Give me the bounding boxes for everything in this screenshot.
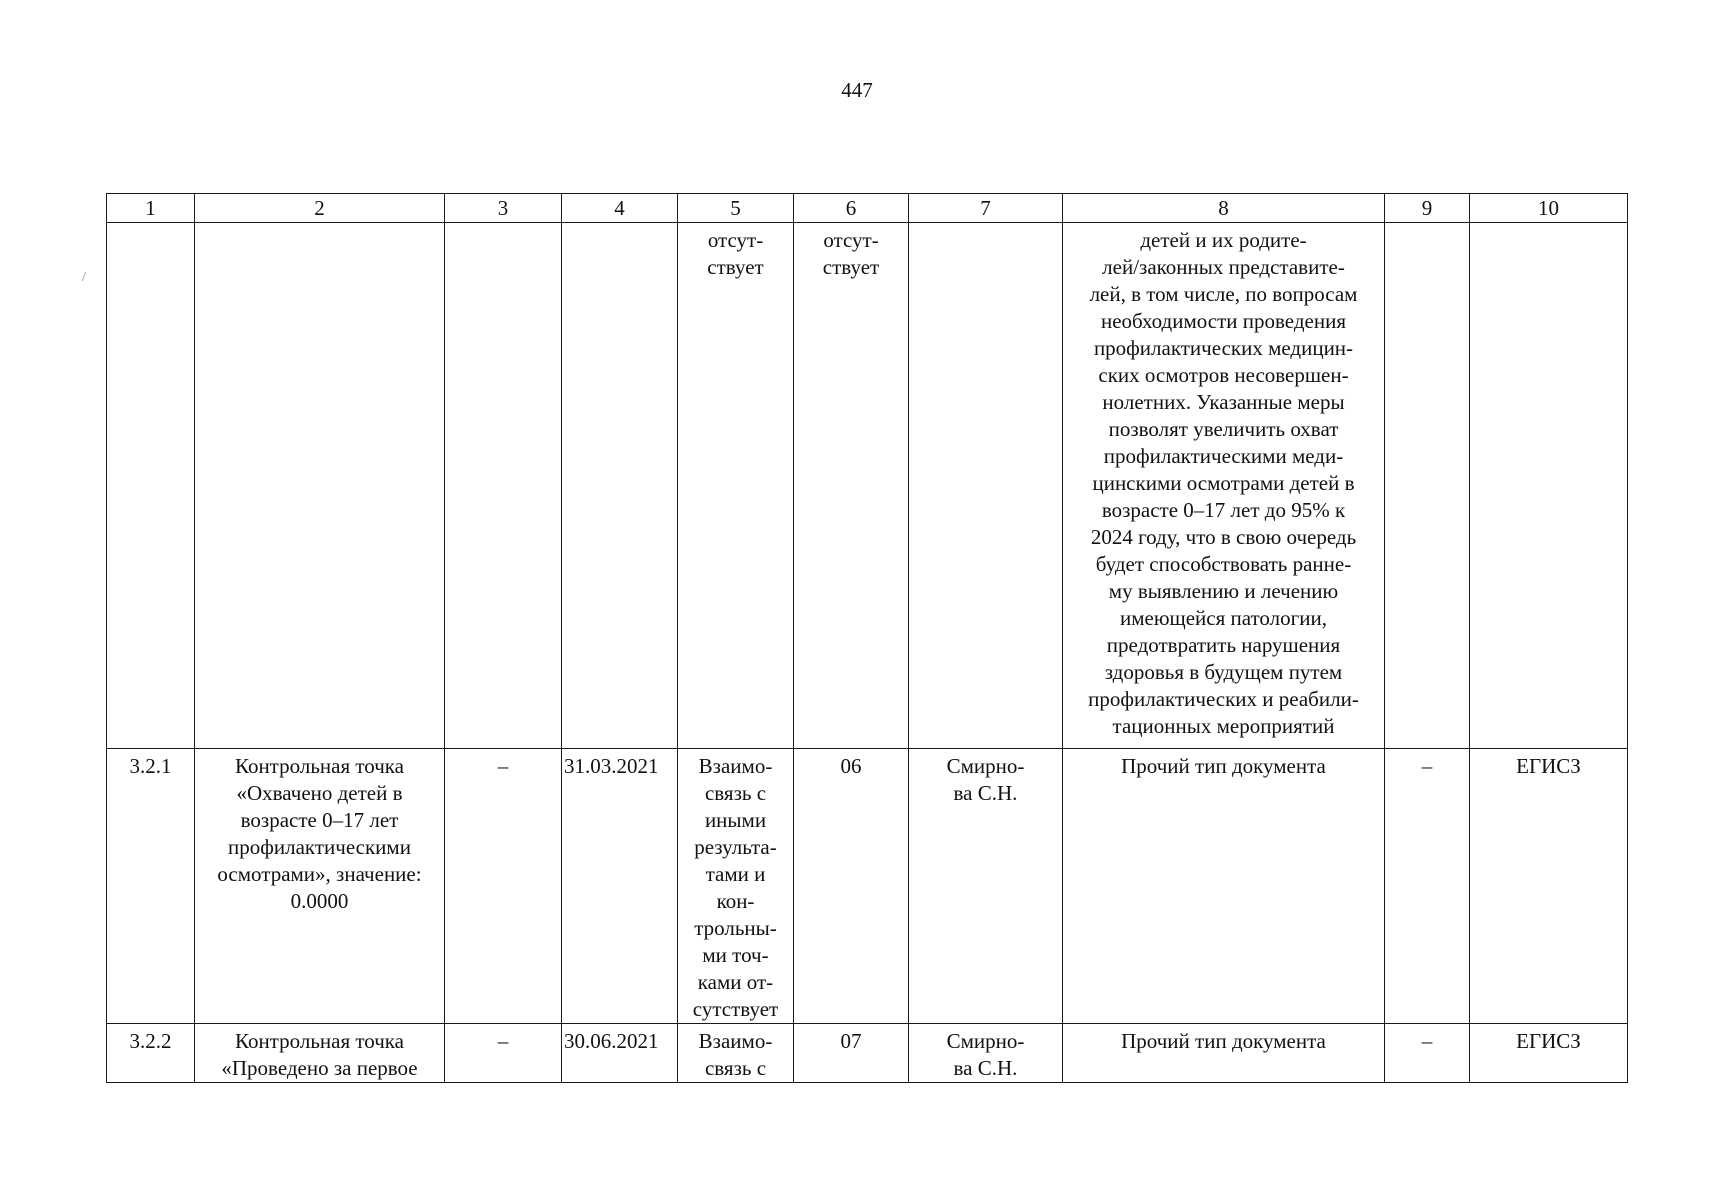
- scan-mark: /: [82, 270, 86, 285]
- cell-col3: –: [445, 1024, 562, 1083]
- cell-responsible: Смирно- ва С.Н.: [909, 1024, 1063, 1083]
- col-header-8: 8: [1063, 194, 1385, 223]
- cell-relation: отсут- ствует: [678, 223, 794, 749]
- cell-code: 06: [794, 749, 909, 1024]
- cell-relation: Взаимо- связь с иными результа- тами и кон- трольны- ми точ- ками от- сутствует: [678, 749, 794, 1024]
- cell-name: Контрольная точка «Проведено за первое: [195, 1024, 445, 1083]
- cell-empty: [562, 223, 678, 749]
- cell-number: 3.2.2: [107, 1024, 195, 1083]
- cell-doc-type: Прочий тип документа: [1063, 749, 1385, 1024]
- col-header-4: 4: [562, 194, 678, 223]
- cell-code: 07: [794, 1024, 909, 1083]
- cell-empty: [1385, 223, 1470, 749]
- document-table: [106, 193, 1628, 1083]
- cell-empty: [1470, 223, 1628, 749]
- cell-responsible: Смирно- ва С.Н.: [909, 749, 1063, 1024]
- cell-empty: [445, 223, 562, 749]
- cell-date: 30.06.2021: [562, 1024, 678, 1083]
- col-header-1: 1: [107, 194, 195, 223]
- cell-description: детей и их родите- лей/законных представите- лей, в том числе, по вопросам необходимости проведения профилактических медицин- ских осмотров несовершен- нолетних. Указанные меры позволят увеличить охват профилактическими меди- цинскими осмотрами детей в возрасте 0–17 лет до 95% к 2024 году, что в свою очередь будет способствовать ранне- му выявлению и лечению имеющейся патологии, предотвратить нарушения здоровья в будущем путем профилактических и реабили- тационных мероприятий: [1063, 223, 1385, 749]
- col-header-3: 3: [445, 194, 562, 223]
- cell-name: Контрольная точка «Охвачено детей в возрасте 0–17 лет профилактическими осмотрами», значение: 0.0000: [195, 749, 445, 1024]
- col-header-10: 10: [1470, 194, 1628, 223]
- col-header-6: 6: [794, 194, 909, 223]
- cell-relation-2: отсут- ствует: [794, 223, 909, 749]
- cell-empty: [107, 223, 195, 749]
- page-number: 447: [841, 78, 873, 102]
- cell-empty: [195, 223, 445, 749]
- cell-date: 31.03.2021: [562, 749, 678, 1024]
- col-header-9: 9: [1385, 194, 1470, 223]
- table-row: [107, 749, 1628, 1024]
- cell-col9: –: [1385, 749, 1470, 1024]
- cell-doc-type: Прочий тип документа: [1063, 1024, 1385, 1083]
- col-header-2: 2: [195, 194, 445, 223]
- table-row-continuation: [107, 223, 1628, 749]
- cell-relation: Взаимо- связь с: [678, 1024, 794, 1083]
- col-header-5: 5: [678, 194, 794, 223]
- cell-col3: –: [445, 749, 562, 1024]
- header-row: [107, 194, 1628, 223]
- col-header-7: 7: [909, 194, 1063, 223]
- cell-col9: –: [1385, 1024, 1470, 1083]
- cell-system: ЕГИСЗ: [1470, 749, 1628, 1024]
- cell-number: 3.2.1: [107, 749, 195, 1024]
- table-row: [107, 1024, 1628, 1083]
- cell-empty: [909, 223, 1063, 749]
- cell-system: ЕГИСЗ: [1470, 1024, 1628, 1083]
